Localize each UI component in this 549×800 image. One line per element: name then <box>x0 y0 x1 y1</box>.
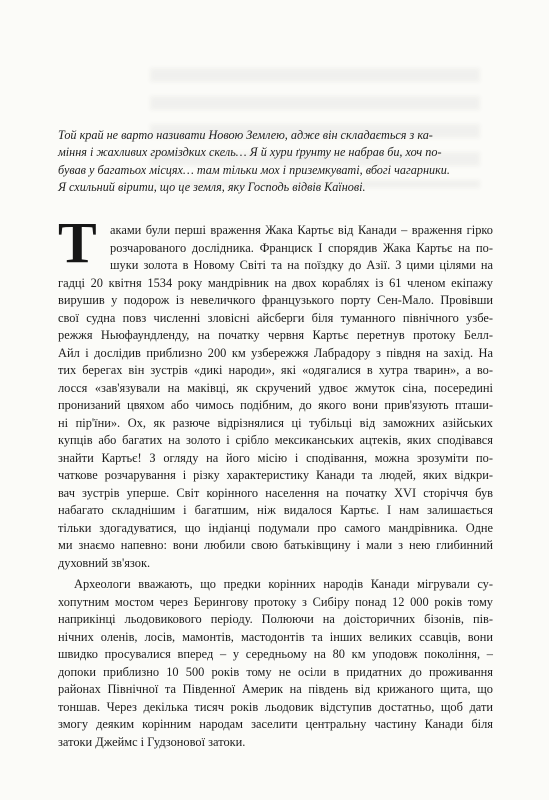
text-line: духовний зв'язок. <box>58 555 151 570</box>
paragraph-1 <box>58 222 493 572</box>
epigraph-line: бував у багатьох місцях… там тільки мох і приземкуваті, вбогі чагарники. <box>58 162 450 177</box>
text-line: лосся «зав'язували на маківці, як скручений удвоє жмуток сіна, посередині <box>58 380 493 395</box>
text-line: купців або багатих на золото і срібло мексиканських ацтеків, яких сподівався <box>58 433 493 447</box>
text-line: ми знаємо напевно: вони любили свою батьківщину і мали з нею глибинний <box>58 538 493 552</box>
text-line: Археологи вважають, що предки корінних народів Канади мігрували су- <box>74 577 493 591</box>
text-line: допоки приблизно 10 500 років тому не осіли в придатних до проживання <box>58 664 493 679</box>
text-line: пронизаний цвяхом або чимось подібним, до якого вони прив'язують пташи- <box>58 398 493 412</box>
text-line: швидко просувалися вперед – у середньому на 80 км уподовж покоління, – <box>58 647 493 661</box>
body-text <box>58 222 493 751</box>
drop-cap: Т <box>58 210 97 275</box>
text-line: знайти Картьє! З огляду на його місію і сподівання, можна зрозуміти по- <box>58 450 493 465</box>
text-line: режжя Ньюфаундленду, на початку червня Картьє перетнув протоку Белл- <box>58 328 493 342</box>
text-line: змогу деяким корінним народам заселити центральну частину Канади біля <box>58 717 493 731</box>
text-line: шуки золота в Новому Світі та на поїздку до Азії. З цими цілями на <box>110 258 493 272</box>
text-line: тільки здогадуватися, що індіанці подумали про самого мандрівника. Одне <box>58 520 493 535</box>
epigraph-line: Той край не варто називати Новою Землею, адже він складається з ка- <box>58 128 433 142</box>
text-line: свої судна повз численні зловісні айсберги біля туманного північного узбе- <box>58 310 493 325</box>
text-line: тих берегах він зустрів «дикі народи», які «одягалися в хутра тварин», а во- <box>58 363 493 377</box>
text-line: нічних оленів, лосів, мамонтів, мастодонтів та інших великих ссавців, вони <box>58 629 493 644</box>
text-line: наприкінці льодовикового періоду. Полюючи на доісторичних бізонів, пів- <box>58 612 493 626</box>
text-line: тоншав. Через декілька тисяч років льодовик відступив достатньо, щоб дати <box>58 699 493 714</box>
text-line: ні пір'їни». Ох, як разюче відрізнялися ці тубільці від заможних азійських <box>58 415 493 430</box>
text-line: аками були перші враження Жака Картьє від Канади – враження гірко <box>110 223 493 237</box>
epigraph-line: міння і жахливих громіздких скель… Я й хури ґрунту не набрав би, хоч по- <box>58 145 442 160</box>
epigraph <box>58 127 493 197</box>
text-line: набагато складнішим і багатшим, ніж видалося Картьє. І нам залишається <box>58 503 493 517</box>
text-line: чаткове розчарування і різку характеристику Канади та людей, яких відкри- <box>58 468 493 482</box>
text-line: районах Північної та Південної Америк на південь від крижаного щита, що <box>58 682 493 696</box>
text-line: затоки Джеймс і Гудзонової затоки. <box>58 734 246 749</box>
text-line: гадці 20 квітня 1534 року мандрівник на двох кораблях із 61 членом екіпажу <box>58 275 493 290</box>
text-line: розчарованого дослідника. Франциск I спорядив Жака Картьє на по- <box>110 240 493 255</box>
text-line: вирушив у подорож із невеличкого французького порту Сен-Мало. Провівши <box>58 293 493 307</box>
text-line: вач зустрів уперше. Світ корінного населення на початку XVI сторіччя був <box>58 485 493 500</box>
epigraph-line: Я схильний вірити, що це земля, яку Господь відвів Каїнові. <box>58 180 366 195</box>
paragraph-2 <box>58 576 493 751</box>
text-line: Айл і дослідив приблизно 200 км узбережжя Лабрадору з півдня на захід. На <box>58 345 493 360</box>
text-line: хопутним мостом через Берингову протоку з Сибіру понад 12 000 років тому <box>58 594 493 609</box>
